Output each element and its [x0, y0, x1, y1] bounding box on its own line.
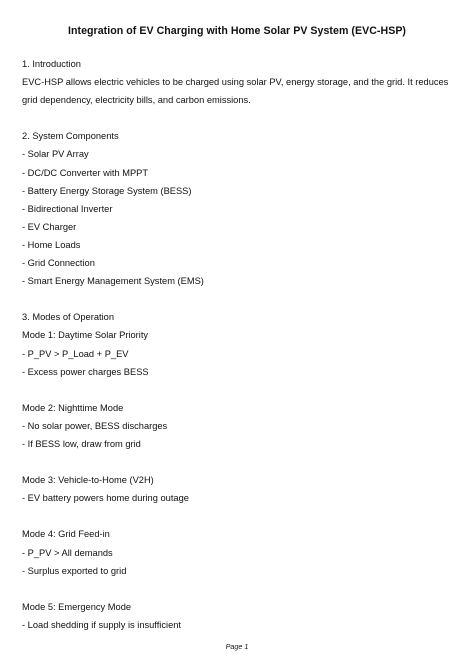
section-heading-modes: 3. Modes of Operation: [22, 312, 114, 323]
component-item: - EV Charger: [22, 221, 77, 232]
spacer: [22, 580, 454, 598]
mode-item: - Load shedding if supply is insufficient: [22, 619, 182, 630]
component-item: - Solar PV Array: [22, 149, 89, 160]
section-heading-introduction: 1. Introduction: [22, 59, 81, 69]
introduction-paragraph: EVC-HSP allows electric vehicles to be charged using solar PV, energy storage, and the grid. It reduces grid dependency, electricity bills, and carbon emissions.: [22, 77, 449, 106]
component-item: - Home Loads: [22, 239, 81, 250]
section-heading-components: 2. System Components: [22, 131, 119, 142]
spacer: [22, 381, 454, 399]
component-item: - Bidirectional Inverter: [22, 203, 113, 214]
mode-title: Mode 3: Vehicle-to-Home (V2H): [22, 475, 154, 486]
spacer: [22, 290, 454, 308]
component-item: - Smart Energy Management System (EMS): [22, 276, 204, 287]
spacer: [22, 109, 454, 127]
document-title: Integration of EV Charging with Home Solar PV System (EVC-HSP): [67, 25, 407, 37]
mode-title: Mode 2: Nighttime Mode: [22, 402, 124, 413]
document-body: [22, 55, 454, 634]
mode-item: - No solar power, BESS discharges: [22, 420, 168, 431]
mode-title: Mode 4: Grid Feed-in: [22, 529, 110, 540]
spacer: [22, 507, 454, 525]
component-item: - DC/DC Converter with MPPT: [22, 167, 149, 178]
spacer: [22, 453, 454, 471]
mode-title: Mode 1: Daytime Solar Priority: [22, 330, 149, 341]
mode-item: - Surplus exported to grid: [22, 565, 127, 576]
mode-item: - EV battery powers home during outage: [22, 493, 189, 504]
mode-item: - Excess power charges BESS: [22, 366, 149, 377]
mode-title: Mode 5: Emergency Mode: [22, 601, 132, 612]
mode-item: - If BESS low, draw from grid: [22, 438, 141, 449]
page-number: Page 1: [225, 642, 249, 651]
mode-item: - P_PV > P_Load + P_EV: [22, 348, 129, 359]
mode-item: - P_PV > All demands: [22, 547, 113, 558]
component-item: - Grid Connection: [22, 258, 95, 269]
component-item: - Battery Energy Storage System (BESS): [22, 185, 192, 196]
